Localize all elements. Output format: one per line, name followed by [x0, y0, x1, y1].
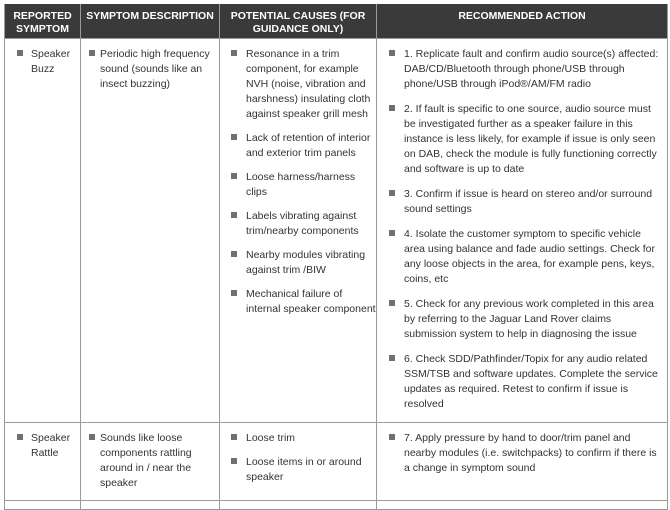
header-recommended-action: RECOMMENDED ACTION — [377, 4, 668, 38]
cause-item: Loose items in or around speaker — [220, 455, 376, 485]
action-item: 2. If fault is specific to one source, audio source must be investigated further as a speaker failure in this instance is less likely, for example if issue is only seen on DAB, check the module is fully functioning correctly and software is up to date — [377, 102, 663, 177]
header-symptom-description: SYMPTOM DESCRIPTION — [81, 4, 220, 38]
action-item: 6. Check SDD/Pathfinder/Topix for any audio related SSM/TSB and software updates. Complete the service updates as required. Retest to confirm if issue is resolved — [377, 352, 663, 412]
action-item: 3. Confirm if issue is heard on stereo and/or surround sound settings — [377, 187, 663, 217]
action-item: 4. Isolate the customer symptom to specific vehicle area using balance and fade audio settings. Check for any loose objects in the area, for example pens, keys, coins, etc — [377, 227, 663, 287]
empty-cell — [220, 500, 377, 509]
symptom-cell — [5, 38, 81, 422]
header-potential-causes: POTENTIAL CAUSES (FOR GUIDANCE ONLY) — [220, 4, 377, 38]
actions-cell — [377, 422, 668, 500]
table-row-empty — [5, 500, 668, 509]
table-row — [5, 38, 668, 422]
cause-item: Labels vibrating against trim/nearby components — [220, 209, 376, 239]
cause-item: Nearby modules vibrating against trim /BIW — [220, 248, 376, 278]
cause-item: Loose trim — [220, 431, 376, 446]
causes-cell — [220, 38, 377, 422]
action-item: 1. Replicate fault and confirm audio source(s) affected: DAB/CD/Bluetooth through phone/USB through phone/USB through iPod®/AM/FM radio — [377, 47, 663, 92]
causes-cell — [220, 422, 377, 500]
symptom-text: Speaker Buzz — [5, 47, 80, 77]
table-row — [5, 422, 668, 500]
empty-cell — [81, 500, 220, 509]
empty-cell — [377, 500, 668, 509]
description-cell — [81, 422, 220, 500]
empty-cell — [5, 500, 81, 509]
cause-item: Loose harness/harness clips — [220, 170, 376, 200]
cause-item: Resonance in a trim component, for example NVH (noise, vibration and harshness) insulating cloth against speaker grill mesh — [220, 47, 376, 122]
cause-item: Lack of retention of interior and exterior trim panels — [220, 131, 376, 161]
cause-item: Mechanical failure of internal speaker component — [220, 287, 376, 317]
symptom-text: Speaker Rattle — [5, 431, 80, 461]
action-item: 7. Apply pressure by hand to door/trim panel and nearby modules (i.e. switchpacks) to confirm if there is a change in symptom sound — [377, 431, 663, 476]
header-row — [5, 4, 668, 38]
symptom-cell — [5, 422, 81, 500]
diagnostic-table — [4, 4, 668, 510]
description-text: Periodic high frequency sound (sounds like an insect buzzing) — [81, 47, 219, 92]
description-cell — [81, 38, 220, 422]
actions-cell — [377, 38, 668, 422]
description-text: Sounds like loose components rattling around in / near the speaker — [81, 431, 219, 491]
header-reported-symptom: REPORTED SYMPTOM — [5, 4, 81, 38]
action-item: 5. Check for any previous work completed in this area by referring to the Jaguar Land Rover claims submission system to help in diagnosing the issue — [377, 297, 663, 342]
